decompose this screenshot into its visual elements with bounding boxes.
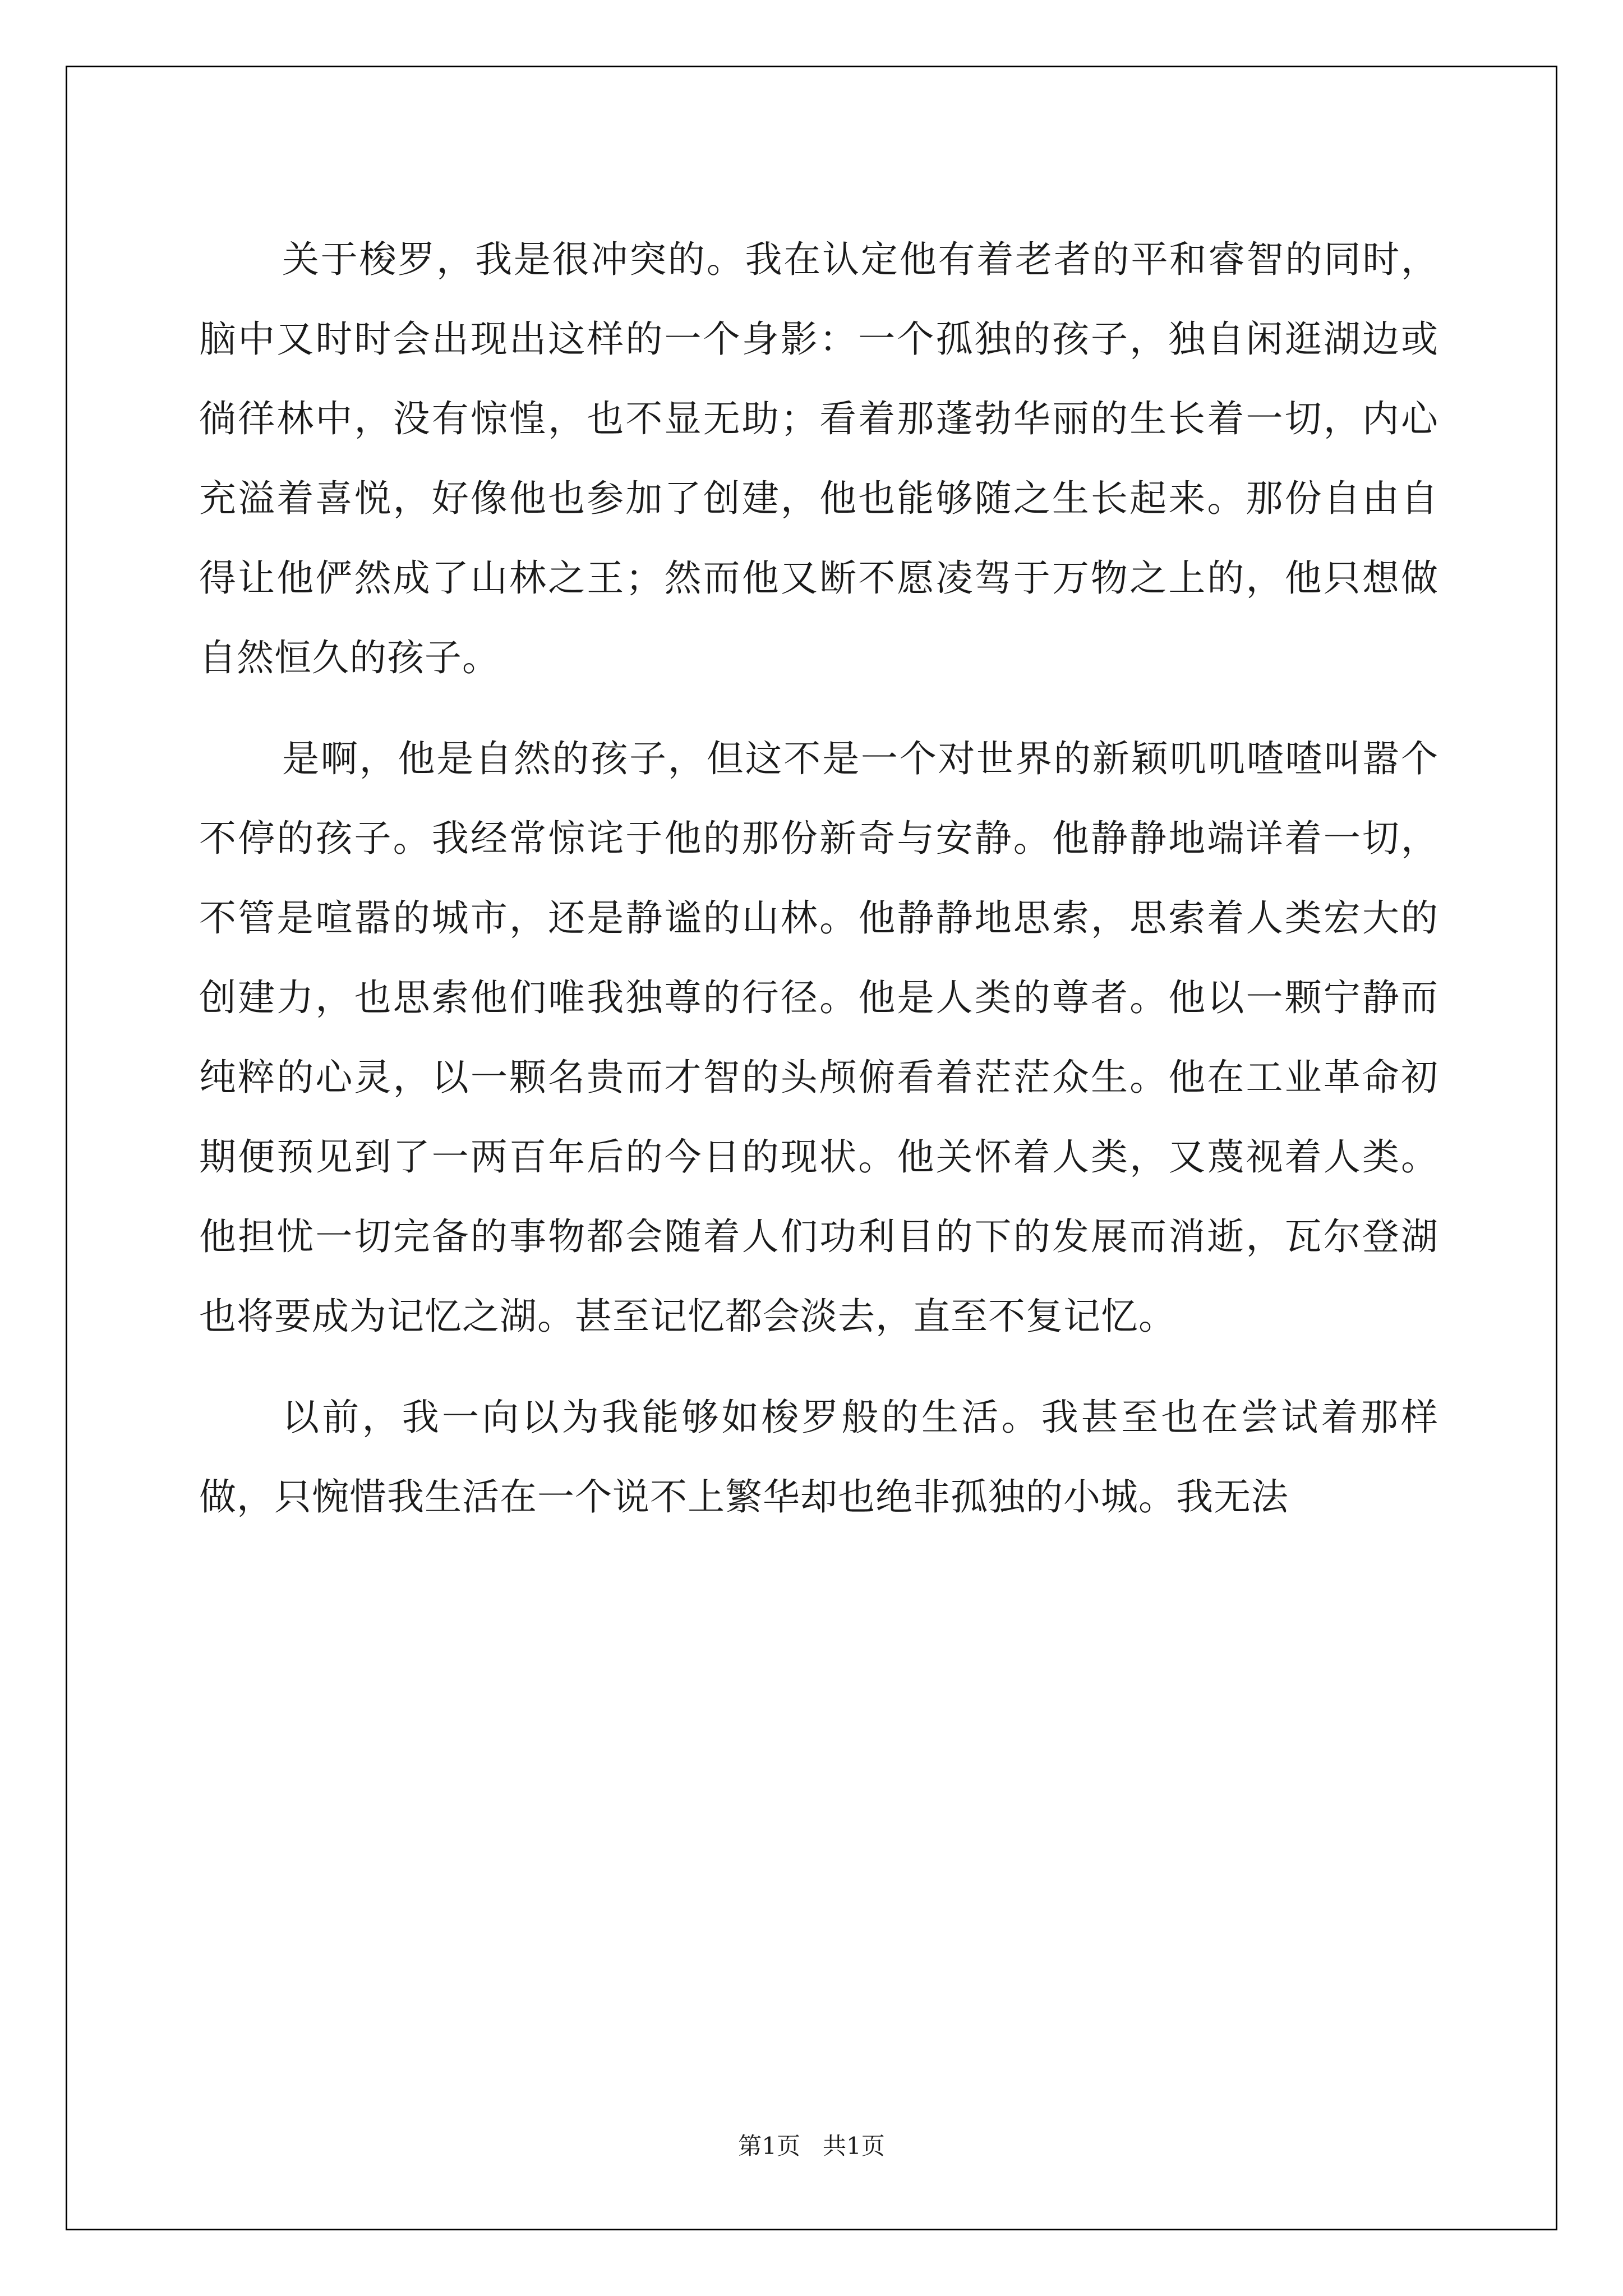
paragraph-2: 是啊，他是自然的孩子，但这不是一个对世界的新颖叽叽喳喳叫嚣个不停的孩子。我经常惊诧于他的那份新奇与安静。他静静地端详着一切，不管是喧嚣的城市，还是静谧的山林。他静静地思索，思索着人类宏大的创建力，也思索他们唯我独尊的行径。他是人类的尊者。他以一颗宁静而纯粹的心灵，以一颗名贵而才智的头颅俯看着茫茫众生。他在工业革命初期便预见到了一两百年后的今日的现状。他关怀着人类，又蔑视着人类。他担忧一切完备的事物都会随着人们功利目的下的发展而消逝，瓦尔登湖也将要成为记忆之湖。甚至记忆都会淡去，直至不复记忆。 (199, 737, 1438, 1338)
page-footer (0, 2128, 1623, 2161)
paragraph-3: 以前，我一向以为我能够如梭罗般的生活。我甚至也在尝试着那样做，只惋惜我生活在一个说不上繁华却也绝非孤独的小城。我无法 (199, 1396, 1438, 1519)
document-body (199, 220, 1438, 1558)
paragraph-1: 关于梭罗，我是很冲突的。我在认定他有着老者的平和睿智的同时，脑中又时时会出现出这样的一个身影：一个孤独的孩子，独自闲逛湖边或徜徉林中，没有惊惶，也不显无助；看着那蓬勃华丽的生长着一切，内心充溢着喜悦，好像他也参加了创建，他也能够随之生长起来。那份自由自得让他俨然成了山林之王；然而他又断不愿凌驾于万物之上的，他只想做自然恒久的孩子。 (199, 238, 1438, 679)
page-number: 第1页 (738, 2132, 800, 2160)
page-total: 共1页 (823, 2132, 885, 2160)
